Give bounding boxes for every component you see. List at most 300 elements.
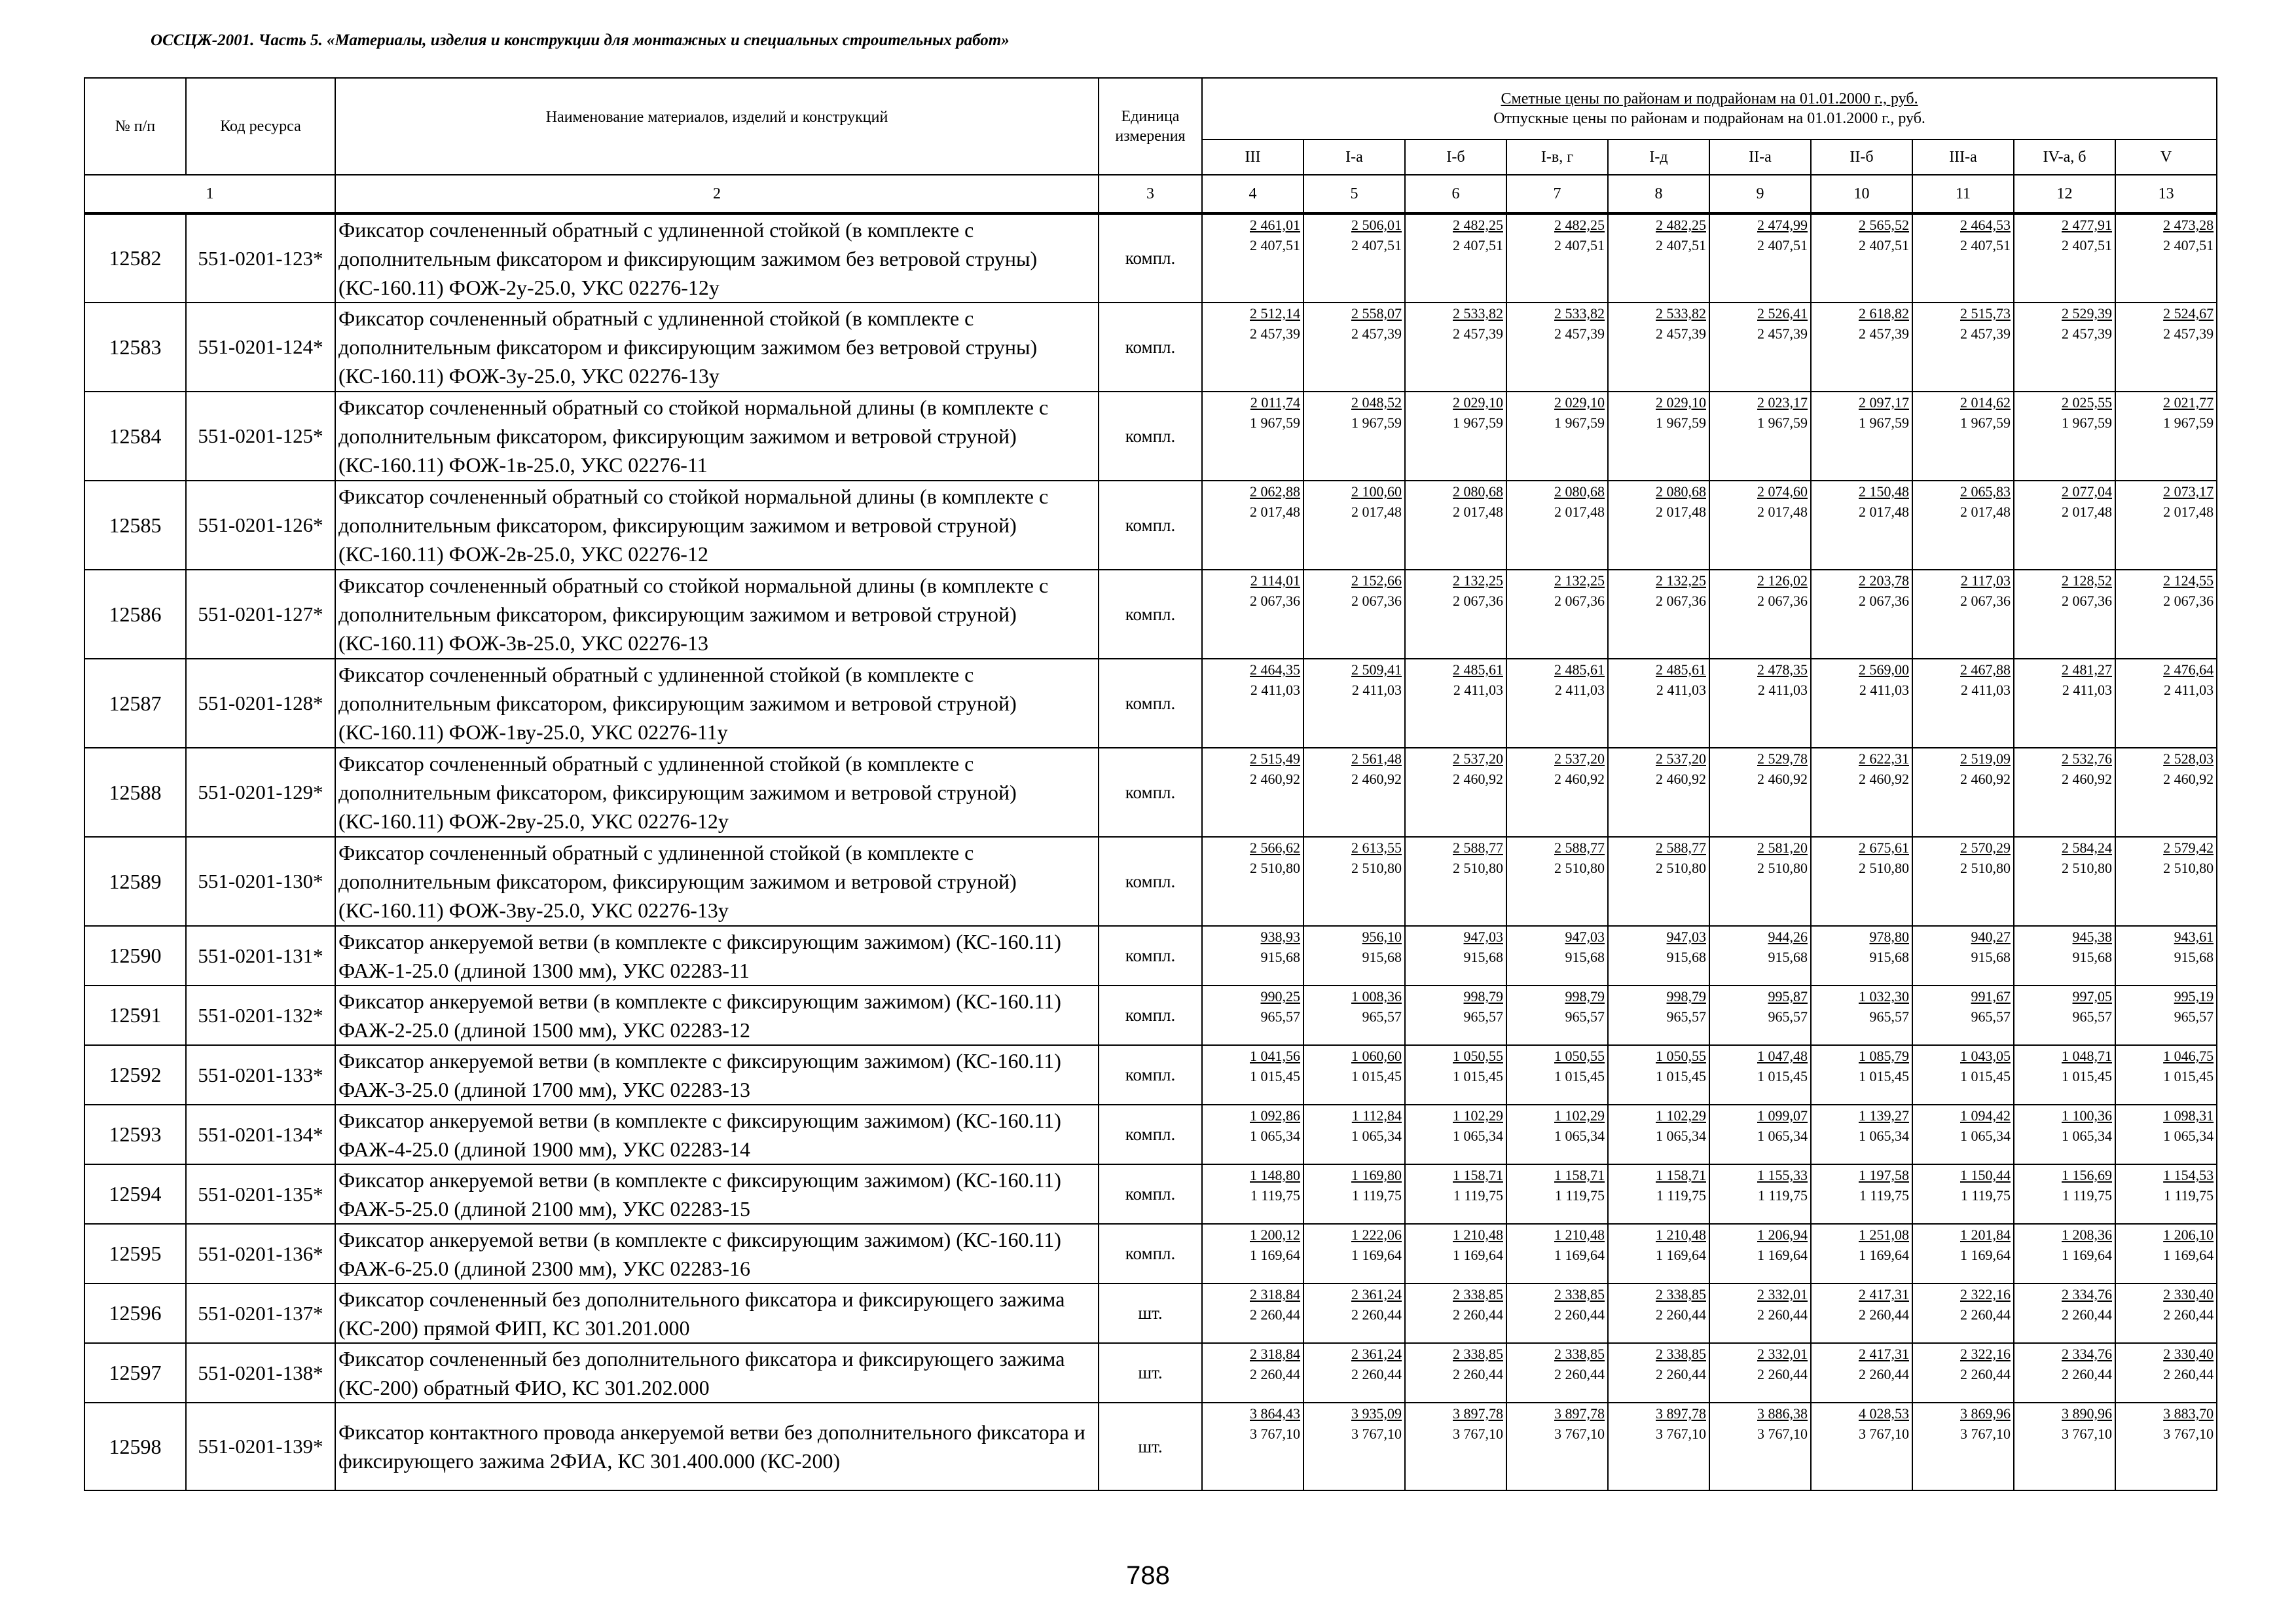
price-cell [1912,481,2014,570]
release-price: 965,57 [2174,1008,2214,1025]
price-cell [1202,1164,1303,1224]
price-cell [2014,1045,2115,1105]
estimated-price: 1 208,36 [2062,1227,2112,1243]
release-price: 3 767,10 [1960,1426,2011,1442]
release-price: 2 460,92 [1960,771,2011,787]
resource-code-cell: 551-0201-136* [186,1224,335,1283]
release-price: 2 260,44 [1554,1306,1605,1323]
release-price: 2 510,80 [2062,860,2112,876]
price-cell [2115,748,2217,837]
release-price: 1 065,34 [2163,1128,2214,1144]
table-row [84,1403,2217,1490]
estimated-price: 2 338,85 [1656,1286,1706,1302]
price-cell [1709,1283,1811,1343]
release-price: 2 460,92 [1656,771,1706,787]
price-cell [2014,1343,2115,1403]
price-cell [1709,748,1811,837]
release-price: 2 510,80 [2163,860,2214,876]
price-cell [2115,303,2217,392]
release-price: 2 017,48 [1453,504,1503,520]
unit-cell: компл. [1099,1164,1202,1224]
release-price: 1 967,59 [1351,415,1402,431]
release-price: 2 407,51 [1250,237,1300,253]
price-cell [1202,570,1303,659]
estimated-price: 2 021,77 [2163,394,2214,411]
release-price: 2 460,92 [1250,771,1300,787]
release-price: 2 510,80 [1554,860,1605,876]
item-name-cell: Фиксатор анкеруемой ветви (в комплекте с фиксирующим зажимом) (КС-160.11) ФАЖ-2-25.0 (длиной 1500 мм), УКС 02283-12 [335,986,1099,1045]
price-cell [2014,303,2115,392]
release-price: 2 411,03 [1656,682,1706,698]
release-price: 2 460,92 [2163,771,2214,787]
table-row [84,1343,2217,1403]
estimated-price: 1 060,60 [1351,1048,1402,1064]
estimated-price: 2 537,20 [1453,750,1503,767]
release-price: 1 015,45 [1859,1068,1909,1084]
estimated-price: 943,61 [2174,929,2214,945]
release-price: 2 017,48 [1351,504,1402,520]
estimated-price: 1 158,71 [1554,1167,1605,1183]
release-price: 2 260,44 [1351,1306,1402,1323]
release-price: 965,57 [1971,1008,2011,1025]
price-cell [1405,1164,1506,1224]
estimated-price: 2 509,41 [1351,661,1402,678]
price-cell [1303,1105,1405,1164]
release-price: 1 967,59 [1453,415,1503,431]
release-price: 2 460,92 [1859,771,1909,787]
header-region: III-а [1912,139,2014,175]
price-cell [1405,481,1506,570]
price-cell [2115,659,2217,748]
estimated-price: 2 080,68 [1453,483,1503,500]
price-cell [1202,1283,1303,1343]
release-price: 2 411,03 [1250,682,1300,698]
price-cell [1811,986,1912,1045]
price-cell [1811,659,1912,748]
column-number: 7 [1506,175,1608,213]
estimated-price: 2 338,85 [1554,1346,1605,1362]
estimated-price: 938,93 [1260,929,1300,945]
row-number-cell: 12583 [84,303,186,392]
release-price: 1 169,64 [1351,1247,1402,1263]
release-price: 1 967,59 [1656,415,1706,431]
estimated-price: 2 464,53 [1960,217,2011,233]
estimated-price: 2 526,41 [1757,305,1808,322]
estimated-price: 2 011,74 [1250,394,1300,411]
release-price: 2 510,80 [1351,860,1402,876]
price-cell [1303,1224,1405,1283]
estimated-price: 2 097,17 [1859,394,1909,411]
estimated-price: 940,27 [1971,929,2011,945]
estimated-price: 2 618,82 [1859,305,1909,322]
estimated-price: 3 897,78 [1554,1405,1605,1422]
estimated-price: 1 102,29 [1453,1107,1503,1124]
price-table [84,77,2217,1491]
item-name-cell: Фиксатор сочлененный обратный с удлиненной стойкой (в комплекте с дополнительным фиксатором, фиксирующим зажимом и ветровой струной) (КС-160.11) ФОЖ-2ву-25.0, УКС 02276-12у [335,748,1099,837]
estimated-price: 998,79 [1666,988,1706,1005]
release-price: 1 015,45 [1453,1068,1503,1084]
release-price: 1 119,75 [1757,1187,1808,1204]
resource-code-cell: 551-0201-130* [186,837,335,926]
estimated-price: 2 579,42 [2163,840,2214,856]
release-price: 2 017,48 [1859,504,1909,520]
estimated-price: 2 029,10 [1554,394,1605,411]
price-cell [1608,748,1709,837]
price-cell [1303,392,1405,481]
column-number: 9 [1709,175,1811,213]
price-cell [1608,481,1709,570]
release-price: 2 411,03 [1960,682,2011,698]
release-price: 2 457,39 [1250,325,1300,342]
release-price: 2 260,44 [2163,1366,2214,1382]
estimated-price: 991,67 [1971,988,2011,1005]
release-price: 3 767,10 [1351,1426,1402,1442]
estimated-price: 2 014,62 [1960,394,2011,411]
estimated-price: 2 485,61 [1554,661,1605,678]
estimated-price: 947,03 [1666,929,1706,945]
price-cell [1506,303,1608,392]
price-cell [2014,213,2115,303]
price-cell [2014,1403,2115,1490]
estimated-price: 1 085,79 [1859,1048,1909,1064]
release-price: 1 119,75 [1656,1187,1706,1204]
price-cell [1811,570,1912,659]
price-cell [1912,837,2014,926]
estimated-price: 995,19 [2174,988,2214,1005]
estimated-price: 2 588,77 [1453,840,1503,856]
table-body [84,213,2217,1490]
release-price: 2 067,36 [2163,593,2214,609]
table-row [84,1164,2217,1224]
release-price: 1 119,75 [1960,1187,2011,1204]
estimated-price: 2 613,55 [1351,840,1402,856]
price-cell [1811,213,1912,303]
release-price: 3 767,10 [1250,1426,1300,1442]
row-number-cell: 12588 [84,748,186,837]
column-number: 8 [1608,175,1709,213]
price-cell [1608,1105,1709,1164]
price-cell [1709,837,1811,926]
release-price: 2 067,36 [1960,593,2011,609]
estimated-price: 2 080,68 [1656,483,1706,500]
item-name-cell: Фиксатор сочлененный без дополнительного фиксатора и фиксирующего зажима (КС-200) прямой ФИП, КС 301.201.000 [335,1283,1099,1343]
estimated-price: 1 102,29 [1656,1107,1706,1124]
header-name: Наименование материалов, изделий и конструкций [335,78,1099,175]
item-name-cell: Фиксатор контактного провода анкеруемой ветви без дополнительного фиксатора и фиксирующего зажима 2ФИА, КС 301.400.000 (КС-200) [335,1403,1099,1490]
release-price: 1 967,59 [1859,415,1909,431]
price-cell [1608,570,1709,659]
table-row [84,1105,2217,1164]
unit-cell: компл. [1099,986,1202,1045]
estimated-price: 1 206,94 [1757,1227,1808,1243]
estimated-price: 1 210,48 [1554,1227,1605,1243]
release-price: 2 260,44 [1757,1306,1808,1323]
estimated-price: 1 112,84 [1351,1107,1402,1124]
release-price: 2 067,36 [1757,593,1808,609]
price-cell [1608,1283,1709,1343]
row-number-cell: 12594 [84,1164,186,1224]
price-cell [1608,926,1709,986]
release-price: 915,68 [1565,949,1605,965]
price-cell [1608,986,1709,1045]
column-number: 10 [1811,175,1912,213]
release-price: 2 457,39 [1453,325,1503,342]
estimated-price: 1 200,12 [1250,1227,1300,1243]
release-price: 2 017,48 [1656,504,1706,520]
release-price: 2 510,80 [1656,860,1706,876]
price-cell [1506,1224,1608,1283]
price-cell [1405,1224,1506,1283]
release-price: 2 457,39 [2062,325,2112,342]
estimated-price: 2 029,10 [1453,394,1503,411]
estimated-price: 997,05 [2072,988,2112,1005]
release-price: 2 510,80 [1453,860,1503,876]
release-price: 2 067,36 [1554,593,1605,609]
price-cell [1608,1343,1709,1403]
release-price: 2 017,48 [1960,504,2011,520]
release-price: 2 407,51 [2062,237,2112,253]
header-unit: Единица измерения [1099,78,1202,175]
price-cell [1202,1403,1303,1490]
row-number-cell: 12584 [84,392,186,481]
release-price: 965,57 [1666,1008,1706,1025]
estimated-price: 1 098,31 [2163,1107,2214,1124]
estimated-price: 944,26 [1768,929,1808,945]
release-price: 2 407,51 [1859,237,1909,253]
estimated-price: 1 206,10 [2163,1227,2214,1243]
release-price: 3 767,10 [1554,1426,1605,1442]
header-region: I-б [1405,139,1506,175]
release-price: 1 065,34 [1554,1128,1605,1144]
price-cell [1811,1224,1912,1283]
estimated-price: 3 883,70 [2163,1405,2214,1422]
release-price: 2 457,39 [1656,325,1706,342]
estimated-price: 2 561,48 [1351,750,1402,767]
estimated-price: 1 201,84 [1960,1227,2011,1243]
price-cell [1912,1283,2014,1343]
release-price: 2 260,44 [2163,1306,2214,1323]
price-cell [1709,1224,1811,1283]
header-release-prices: Отпускные цены по районам и подрайонам на 01.01.2000 г., руб. [1493,110,1925,127]
resource-code-cell: 551-0201-138* [186,1343,335,1403]
price-cell [1405,986,1506,1045]
release-price: 1 967,59 [1960,415,2011,431]
release-price: 2 460,92 [1351,771,1402,787]
estimated-price: 3 935,09 [1351,1405,1402,1422]
unit-cell: компл. [1099,1224,1202,1283]
estimated-price: 2 332,01 [1757,1346,1808,1362]
resource-code-cell: 551-0201-129* [186,748,335,837]
estimated-price: 2 361,24 [1351,1346,1402,1362]
release-price: 1 119,75 [2062,1187,2112,1204]
header-row-number: № п/п [84,78,186,175]
estimated-price: 2 481,27 [2062,661,2112,678]
price-cell [1303,926,1405,986]
estimated-price: 2 467,88 [1960,661,2011,678]
price-cell [2014,1105,2115,1164]
estimated-price: 2 132,25 [1656,572,1706,589]
release-price: 1 015,45 [1960,1068,2011,1084]
release-price: 1 015,45 [1351,1068,1402,1084]
table-row [84,570,2217,659]
column-number: 1 [84,175,335,213]
estimated-price: 2 338,85 [1453,1286,1503,1302]
price-cell [1202,481,1303,570]
release-price: 2 411,03 [1453,682,1503,698]
release-price: 3 767,10 [1859,1426,1909,1442]
estimated-price: 2 338,85 [1453,1346,1503,1362]
release-price: 1 169,64 [1554,1247,1605,1263]
unit-cell: компл. [1099,570,1202,659]
release-price: 2 411,03 [2163,682,2214,698]
release-price: 1 065,34 [1351,1128,1402,1144]
price-cell [1912,303,2014,392]
estimated-price: 2 515,73 [1960,305,2011,322]
release-price: 2 457,39 [1960,325,2011,342]
estimated-price: 2 485,61 [1656,661,1706,678]
table-row [84,392,2217,481]
release-price: 1 119,75 [1351,1187,1402,1204]
column-number: 3 [1099,175,1202,213]
release-price: 915,68 [1463,949,1503,965]
price-cell [1506,570,1608,659]
estimated-price: 2 334,76 [2062,1286,2112,1302]
price-cell [1506,213,1608,303]
estimated-price: 2 565,52 [1859,217,1909,233]
estimated-price: 2 124,55 [2163,572,2214,589]
header-region: I-а [1303,139,1405,175]
estimated-price: 2 361,24 [1351,1286,1402,1302]
release-price: 965,57 [1869,1008,1909,1025]
estimated-price: 2 482,25 [1453,217,1503,233]
release-price: 2 017,48 [1554,504,1605,520]
release-price: 2 260,44 [1453,1366,1503,1382]
price-cell [1405,659,1506,748]
item-name-cell: Фиксатор анкеруемой ветви (в комплекте с фиксирующим зажимом) (КС-160.11) ФАЖ-4-25.0 (длиной 1900 мм), УКС 02283-14 [335,1105,1099,1164]
price-cell [1608,392,1709,481]
release-price: 1 169,64 [2163,1247,2214,1263]
table-row [84,748,2217,837]
price-cell [1405,1403,1506,1490]
release-price: 1 119,75 [1453,1187,1503,1204]
price-cell [1405,213,1506,303]
release-price: 1 119,75 [2163,1187,2214,1204]
estimated-price: 2 461,01 [1250,217,1300,233]
row-number-cell: 12582 [84,213,186,303]
price-cell [1303,570,1405,659]
price-cell [2014,659,2115,748]
table-row [84,986,2217,1045]
estimated-price: 2 417,31 [1859,1346,1909,1362]
price-cell [1202,837,1303,926]
row-number-cell: 12585 [84,481,186,570]
estimated-price: 2 588,77 [1656,840,1706,856]
price-cell [1303,659,1405,748]
estimated-price: 2 048,52 [1351,394,1402,411]
price-cell [1202,1343,1303,1403]
estimated-price: 1 150,44 [1960,1167,2011,1183]
estimated-price: 2 482,25 [1656,217,1706,233]
estimated-price: 2 588,77 [1554,840,1605,856]
table-row [84,1224,2217,1283]
price-cell [1811,303,1912,392]
release-price: 2 407,51 [1960,237,2011,253]
resource-code-cell: 551-0201-123* [186,213,335,303]
release-price: 2 260,44 [1351,1366,1402,1382]
release-price: 2 017,48 [2163,504,2214,520]
estimated-price: 2 126,02 [1757,572,1808,589]
price-cell [1506,1045,1608,1105]
estimated-price: 2 152,66 [1351,572,1402,589]
price-cell [1709,303,1811,392]
release-price: 2 260,44 [1250,1306,1300,1323]
price-cell [1811,1164,1912,1224]
release-price: 1 169,64 [1656,1247,1706,1263]
release-price: 2 457,39 [1351,325,1402,342]
row-number-cell: 12589 [84,837,186,926]
estimated-price: 998,79 [1565,988,1605,1005]
resource-code-cell: 551-0201-126* [186,481,335,570]
price-cell [1405,392,1506,481]
resource-code-cell: 551-0201-131* [186,926,335,986]
release-price: 1 967,59 [2062,415,2112,431]
price-cell [1912,659,2014,748]
release-price: 2 510,80 [1250,860,1300,876]
price-cell [1608,1164,1709,1224]
estimated-price: 1 048,71 [2062,1048,2112,1064]
price-cell [2014,481,2115,570]
resource-code-cell: 551-0201-128* [186,659,335,748]
estimated-price: 2 533,82 [1554,305,1605,322]
price-cell [1202,1224,1303,1283]
row-number-cell: 12598 [84,1403,186,1490]
column-number: 12 [2014,175,2115,213]
price-cell [1912,986,2014,1045]
release-price: 1 967,59 [1250,415,1300,431]
price-cell [1303,986,1405,1045]
resource-code-cell: 551-0201-135* [186,1164,335,1224]
release-price: 2 460,92 [1453,771,1503,787]
estimated-price: 3 869,96 [1960,1405,2011,1422]
release-price: 2 260,44 [2062,1366,2112,1382]
price-cell [2014,1283,2115,1343]
price-cell [2115,926,2217,986]
estimated-price: 1 050,55 [1656,1048,1706,1064]
row-number-cell: 12590 [84,926,186,986]
release-price: 965,57 [1362,1008,1402,1025]
page-number: 788 [1126,1561,1170,1590]
estimated-price: 1 210,48 [1656,1227,1706,1243]
estimated-price: 3 886,38 [1757,1405,1808,1422]
release-price: 1 015,45 [1554,1068,1605,1084]
release-price: 2 411,03 [1757,682,1808,698]
column-number: 5 [1303,175,1405,213]
release-price: 915,68 [1260,949,1300,965]
price-cell [1506,1283,1608,1343]
estimated-price: 1 251,08 [1859,1227,1909,1243]
price-cell [2014,986,2115,1045]
release-price: 2 260,44 [1859,1306,1909,1323]
release-price: 965,57 [1260,1008,1300,1025]
table-row [84,837,2217,926]
price-cell [2014,926,2115,986]
estimated-price: 2 322,16 [1960,1346,2011,1362]
price-cell [2014,837,2115,926]
release-price: 1 065,34 [2062,1128,2112,1144]
estimated-price: 1 158,71 [1453,1167,1503,1183]
estimated-price: 2 476,64 [2163,661,2214,678]
release-price: 2 260,44 [1757,1366,1808,1382]
